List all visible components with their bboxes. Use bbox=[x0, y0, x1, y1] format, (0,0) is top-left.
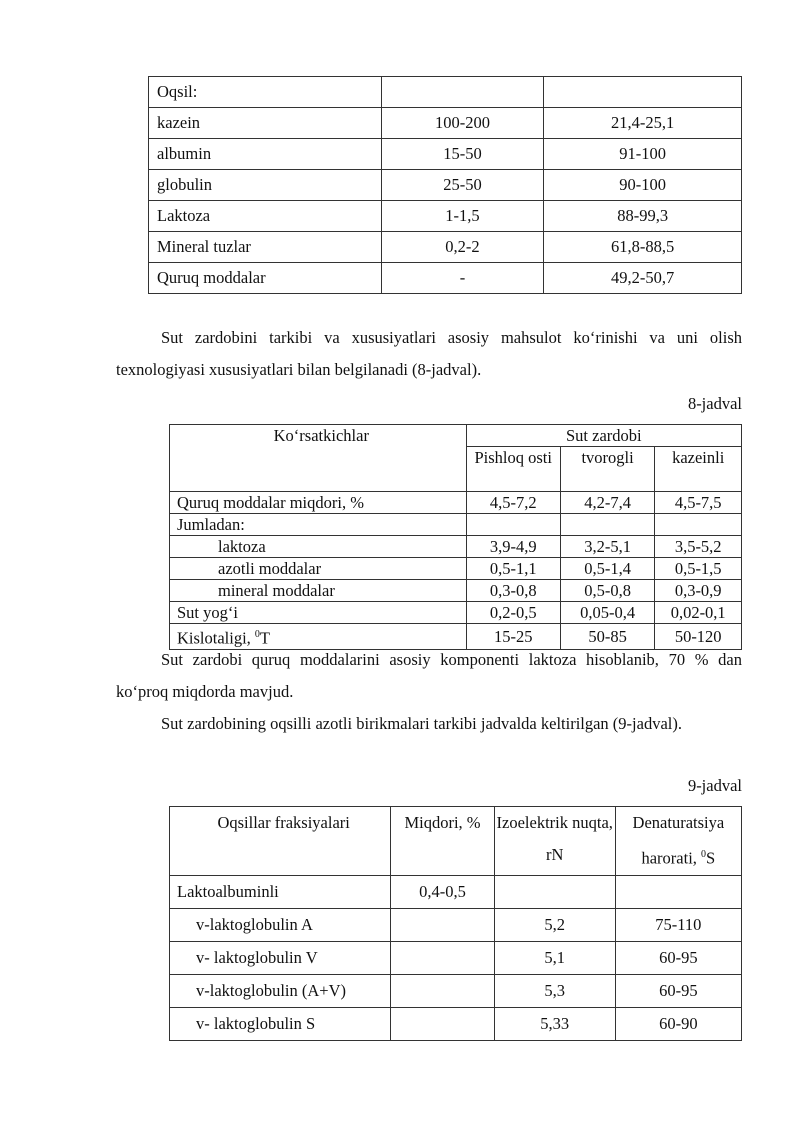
table-cell: v- laktoglobulin V bbox=[170, 941, 391, 974]
composition-table bbox=[148, 76, 742, 294]
table-cell: 5,3 bbox=[494, 974, 615, 1007]
table-cell: 25-50 bbox=[381, 170, 544, 201]
table-cell: 88-99,3 bbox=[544, 201, 742, 232]
table-cell: 75-110 bbox=[615, 908, 741, 941]
table-cell: 5,1 bbox=[494, 941, 615, 974]
table-cell: 60-95 bbox=[615, 974, 741, 1007]
table-cell: Jumladan: bbox=[170, 514, 467, 536]
table-cell: 0,05-0,4 bbox=[560, 602, 655, 624]
table-cell: 90-100 bbox=[544, 170, 742, 201]
table-cell: Sut yog‘i bbox=[170, 602, 467, 624]
denaturation-unit: S bbox=[706, 848, 716, 868]
column-header: Ko‘rsatkichlar bbox=[170, 425, 467, 492]
whey-indicators-table bbox=[169, 424, 742, 650]
column-header: Izoelektrik nuqta, rN bbox=[494, 807, 615, 876]
table-cell: 0,2-2 bbox=[381, 232, 544, 263]
table-cell: 0,5-1,1 bbox=[466, 558, 560, 580]
body-paragraph: Sut zardobining oqsilli azotli birikmalari tarkibi jadvalda keltirilgan (9-jadval). bbox=[161, 714, 682, 733]
table-cell: kazein bbox=[149, 108, 382, 139]
table-cell: 60-95 bbox=[615, 941, 741, 974]
table-cell: 50-85 bbox=[560, 624, 655, 650]
column-group-header: Sut zardobi bbox=[466, 425, 741, 447]
protein-fractions-table bbox=[169, 806, 742, 1041]
table-cell: laktoza bbox=[170, 536, 467, 558]
table-cell: 60-90 bbox=[615, 1007, 741, 1040]
table-cell bbox=[560, 514, 655, 536]
table-row bbox=[170, 1007, 742, 1040]
table-cell: 21,4-25,1 bbox=[544, 108, 742, 139]
acidity-unit: T bbox=[259, 628, 271, 648]
column-header: Oqsillar fraksiyalari bbox=[170, 807, 391, 876]
table-cell bbox=[391, 1007, 494, 1040]
table-cell: 5,33 bbox=[494, 1007, 615, 1040]
table-cell: v- laktoglobulin S bbox=[170, 1007, 391, 1040]
table-row bbox=[170, 875, 742, 908]
body-paragraph: Sut zardobi quruq moddalarini asosiy komponenti laktoza hisoblanib, 70 % dan ko‘proq miqdorda mavjud. bbox=[116, 650, 742, 701]
table-cell: 0,02-0,1 bbox=[655, 602, 742, 624]
denaturation-label: Denaturatsiya harorati, bbox=[632, 813, 725, 868]
column-header: Pishloq osti bbox=[466, 447, 560, 492]
table-cell bbox=[544, 77, 742, 108]
table-row bbox=[149, 139, 742, 170]
table-row bbox=[170, 492, 742, 514]
table-cell: azotli moddalar bbox=[170, 558, 467, 580]
table-cell: 1-1,5 bbox=[381, 201, 544, 232]
table-cell: - bbox=[381, 263, 544, 294]
table-cell bbox=[655, 514, 742, 536]
column-header: tvorogli bbox=[560, 447, 655, 492]
degree-superscript: 0 bbox=[701, 849, 707, 860]
table-cell: 3,5-5,2 bbox=[655, 536, 742, 558]
table-cell: 4,5-7,5 bbox=[655, 492, 742, 514]
table-cell: mineral moddalar bbox=[170, 580, 467, 602]
table-cell: globulin bbox=[149, 170, 382, 201]
table-row bbox=[149, 77, 742, 108]
table-row bbox=[170, 514, 742, 536]
table-header-row bbox=[170, 807, 742, 876]
table-cell: 15-25 bbox=[466, 624, 560, 650]
table-cell: 0,2-0,5 bbox=[466, 602, 560, 624]
acidity-label: Kislotaligi, bbox=[177, 628, 255, 648]
table-cell: albumin bbox=[149, 139, 382, 170]
table-cell: v-laktoglobulin (A+V) bbox=[170, 974, 391, 1007]
table-cell: Quruq moddalar miqdori, % bbox=[170, 492, 467, 514]
table-cell: 5,2 bbox=[494, 908, 615, 941]
table-header-row bbox=[170, 425, 742, 447]
table-row bbox=[149, 232, 742, 263]
table-cell: Quruq moddalar bbox=[149, 263, 382, 294]
table-cell: 0,5-0,8 bbox=[560, 580, 655, 602]
table-cell: 49,2-50,7 bbox=[544, 263, 742, 294]
table-cell bbox=[466, 514, 560, 536]
table-row bbox=[149, 108, 742, 139]
table-cell: 0,5-1,4 bbox=[560, 558, 655, 580]
table-cell: 4,2-7,4 bbox=[560, 492, 655, 514]
table-row bbox=[170, 941, 742, 974]
column-header bbox=[615, 807, 741, 876]
table-cell bbox=[391, 974, 494, 1007]
table-cell: 3,9-4,9 bbox=[466, 536, 560, 558]
table-cell: 50-120 bbox=[655, 624, 742, 650]
table-label: 9-jadval bbox=[687, 776, 742, 795]
table-cell bbox=[381, 77, 544, 108]
table-cell: 15-50 bbox=[381, 139, 544, 170]
body-paragraph: Sut zardobini tarkibi va xususiyatlari asosiy mahsulot ko‘rinishi va uni olish texnologiyasi xususiyatlari bilan belgilanadi (8-jadval). bbox=[116, 328, 742, 379]
table-cell: Laktoza bbox=[149, 201, 382, 232]
table-cell bbox=[494, 875, 615, 908]
table-cell: Oqsil: bbox=[149, 77, 382, 108]
table-row bbox=[170, 558, 742, 580]
table-row bbox=[170, 602, 742, 624]
table-cell: 91-100 bbox=[544, 139, 742, 170]
table-row bbox=[170, 974, 742, 1007]
table-cell: 3,2-5,1 bbox=[560, 536, 655, 558]
table-cell: Laktoalbuminli bbox=[170, 875, 391, 908]
table-cell: v-laktoglobulin A bbox=[170, 908, 391, 941]
table-cell: 0,5-1,5 bbox=[655, 558, 742, 580]
table-row bbox=[149, 263, 742, 294]
table-cell: 0,3-0,8 bbox=[466, 580, 560, 602]
table-row bbox=[149, 170, 742, 201]
table-row bbox=[170, 908, 742, 941]
table-row bbox=[149, 201, 742, 232]
column-header: kazeinli bbox=[655, 447, 742, 492]
table-cell: 100-200 bbox=[381, 108, 544, 139]
table-cell: 61,8-88,5 bbox=[544, 232, 742, 263]
degree-superscript: 0 bbox=[254, 629, 260, 640]
table-row bbox=[170, 536, 742, 558]
table-cell: 4,5-7,2 bbox=[466, 492, 560, 514]
table-cell: Mineral tuzlar bbox=[149, 232, 382, 263]
column-header: Miqdori, % bbox=[391, 807, 494, 876]
table-cell bbox=[615, 875, 741, 908]
table-cell bbox=[391, 941, 494, 974]
table-cell: 0,3-0,9 bbox=[655, 580, 742, 602]
table-cell: 0,4-0,5 bbox=[391, 875, 494, 908]
table-row bbox=[170, 580, 742, 602]
table-label: 8-jadval bbox=[687, 394, 742, 413]
table-cell bbox=[391, 908, 494, 941]
